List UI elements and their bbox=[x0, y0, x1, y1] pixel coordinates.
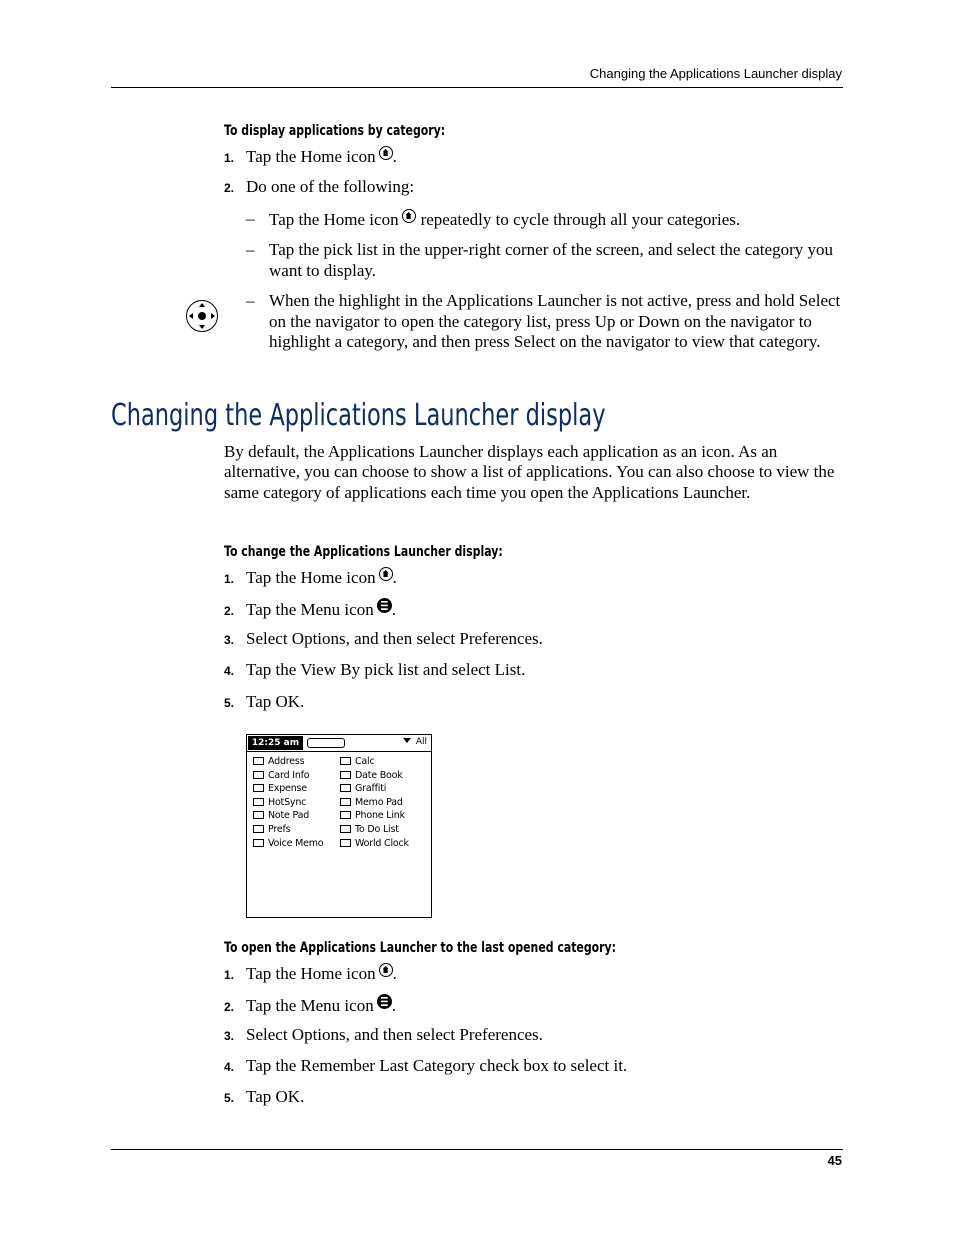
step: 3. Select Options, and then select Preferences. bbox=[224, 1025, 543, 1044]
app-icon bbox=[340, 798, 351, 806]
app-icon bbox=[340, 839, 351, 847]
app-icon bbox=[253, 798, 264, 806]
option: – When the highlight in the Applications Launcher is not active, press and hold Select on the navigator to open the category list, press Up or Down on the navigator to highlight a category, and then press Select on the navigator to view that category. bbox=[246, 291, 841, 351]
app-icon bbox=[340, 811, 351, 819]
app-icon bbox=[253, 839, 264, 847]
app-icon bbox=[340, 771, 351, 779]
app-icon bbox=[253, 825, 264, 833]
procedure-heading: To open the Applications Launcher to the last opened category: bbox=[224, 940, 617, 956]
list-item: Date Book bbox=[340, 769, 409, 783]
step: 4. Tap the Remember Last Category check box to select it. bbox=[224, 1056, 628, 1075]
step: 3. Select Options, and then select Preferences. bbox=[224, 629, 543, 648]
home-icon bbox=[379, 567, 393, 581]
header-rule bbox=[111, 87, 843, 88]
home-icon bbox=[402, 209, 416, 223]
list-item: Calc bbox=[340, 755, 409, 769]
app-icon bbox=[340, 825, 351, 833]
battery-icon bbox=[307, 738, 345, 748]
app-icon bbox=[340, 757, 351, 765]
list-item: Voice Memo bbox=[253, 837, 323, 851]
list-item: HotSync bbox=[253, 796, 323, 810]
step-text: Tap the Home icon bbox=[246, 147, 376, 166]
step: 1. Tap the Home icon . bbox=[224, 147, 397, 166]
app-list-left bbox=[253, 755, 323, 850]
app-icon bbox=[253, 757, 264, 765]
step-text: Do one of the following: bbox=[246, 177, 415, 196]
step: 1. Tap the Home icon . bbox=[224, 964, 397, 983]
list-item: Phone Link bbox=[340, 809, 409, 823]
step-number: 1. bbox=[224, 151, 235, 165]
navigator-icon bbox=[186, 300, 218, 332]
list-item: Note Pad bbox=[253, 809, 323, 823]
option-text: Tap the pick list in the upper-right corner of the screen, and select the category you want to display. bbox=[269, 240, 833, 280]
app-icon bbox=[253, 771, 264, 779]
category-pick-list: All bbox=[403, 737, 427, 747]
option: – Tap the pick list in the upper-right corner of the screen, and select the category you want to display. bbox=[246, 240, 842, 281]
step-number: 2. bbox=[224, 181, 235, 195]
list-item: Expense bbox=[253, 782, 323, 796]
step bbox=[224, 177, 414, 198]
step: 5. Tap OK. bbox=[224, 1087, 305, 1106]
section-title: Changing the Applications Launcher display bbox=[111, 398, 606, 433]
page-number: 45 bbox=[827, 1153, 842, 1168]
list-item: Memo Pad bbox=[340, 796, 409, 810]
menu-icon bbox=[377, 994, 392, 1009]
procedure-heading: To display applications by category: bbox=[224, 123, 446, 139]
list-item: To Do List bbox=[340, 823, 409, 837]
running-header: Changing the Applications Launcher display bbox=[589, 66, 842, 81]
app-icon bbox=[253, 784, 264, 792]
clock-label: 12:25 am bbox=[248, 736, 303, 750]
menu-icon bbox=[377, 598, 392, 613]
option: – Tap the Home icon repeatedly to cycle through all your categories. bbox=[246, 209, 741, 229]
launcher-screenshot bbox=[246, 734, 432, 918]
home-icon bbox=[379, 146, 393, 160]
step: 2. Tap the Menu icon . bbox=[224, 600, 396, 619]
list-item: Card Info bbox=[253, 769, 323, 783]
list-item: Prefs bbox=[253, 823, 323, 837]
step: 1. Tap the Home icon . bbox=[224, 568, 397, 587]
step: 2. Tap the Menu icon . bbox=[224, 996, 396, 1015]
step: 4. Tap the View By pick list and select List. bbox=[224, 660, 526, 679]
intro-paragraph: By default, the Applications Launcher displays each application as an icon. As an alternative, you can choose to show a list of applications. You can also choose to view the same category of applications each time you open the Applications Launcher. bbox=[224, 442, 835, 502]
footer-rule bbox=[111, 1149, 843, 1150]
app-list-right bbox=[340, 755, 409, 850]
app-icon bbox=[253, 811, 264, 819]
procedure-heading: To change the Applications Launcher display: bbox=[224, 544, 503, 560]
home-icon bbox=[379, 963, 393, 977]
step: 5. Tap OK. bbox=[224, 692, 305, 711]
option-text: Tap the Home icon bbox=[269, 210, 399, 229]
title-bar bbox=[247, 735, 431, 752]
option-text: When the highlight in the Applications Launcher is not active, press and hold Select on the navigator to open the category list, press Up or Down on the navigator to highlight a category, and then press Select on the navigator to view that category. bbox=[269, 291, 841, 351]
app-icon bbox=[340, 784, 351, 792]
dropdown-arrow-icon bbox=[403, 738, 411, 743]
list-item: Graffiti bbox=[340, 782, 409, 796]
list-item: World Clock bbox=[340, 837, 409, 851]
list-item: Address bbox=[253, 755, 323, 769]
